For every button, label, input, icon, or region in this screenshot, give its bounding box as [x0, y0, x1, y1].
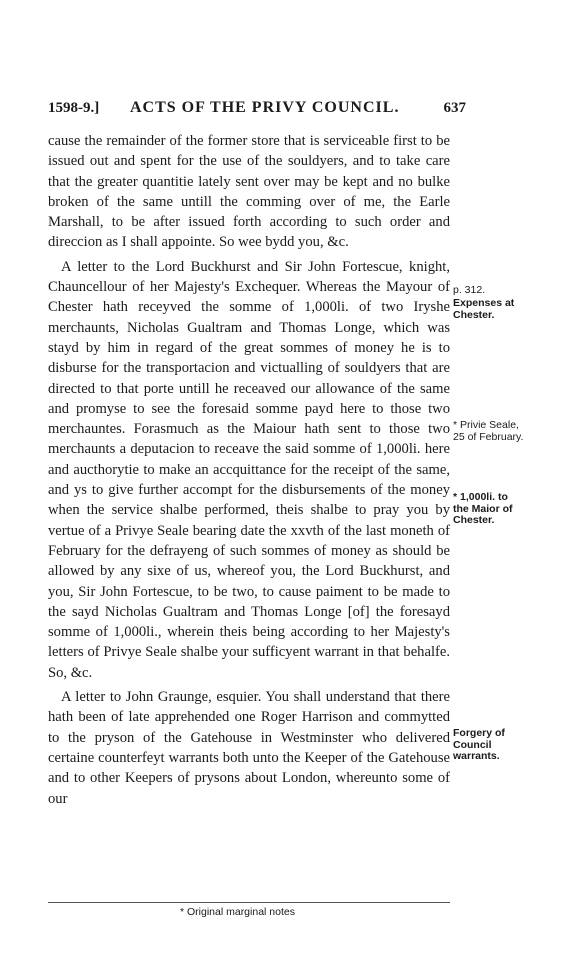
paragraph-continuation: cause the remainder of the former store that is serviceable first to be issued out and spent for the use of the souldyers, and to take care that the greater quantitie lately sent over may be kept and no bulke broken of the same untill the comming over of me, the Earle Marshall, to be after issued forth according to such order and direccion as I shall appointe. So wee bydd you, &c. [48, 133, 450, 251]
paragraph-letter-graunge: A letter to John Graunge, esquier. You shall understand that there hath been of late apprehended one Roger Harrison and commytted to the pryson of the Gatehouse in Westminster who delivered certaine counterfeyt warrants both unto the Keeper of the Gatehouse and to other Keepers of prysons about London, whereunto some of our [48, 689, 450, 807]
marginal-expenses-chester: Expenses at Chester. [453, 297, 515, 321]
footnote: * Original marginal notes [180, 906, 295, 918]
paragraph-letter-buckhurst: A letter to the Lord Buckhurst and Sir John Fortescue, knight, Chauncellour of her Majesty's Exchequer. Whereas the Mayour of Chester hath receyved the somme of 1,000li. of two Iryshe merchaunts, Nicholas Gualtram and Thomas Longe, which was stayd by him in regard of the great sommes of money he is to disburse for the transportacion and victualling of souldyers that are directed to that porte untill he receaved our allowance of the same and promyse to see the foresaid somme payd here to those two merchauntes. Forasmuch as the Maiour hath sent to those two merchaunts a deputacion to receave the said somme of 1,000li. here and aucthorytie to make an accquittance for the receipt of the same, and ys to give further accompt for the disbursements of the money when the service shalbe performed, theis shalbe to pray you by vertue of a Privye Seale bearing date the xxvth of the last moneth of February for the defrayeng of such sommes of money as should be allowed by any sixe of us, whereof you, the Lord Buckhurst, and you, Sir John Fortescue, to be two, to cause paiment to be made to the sayd Nicholas Gualtram and Thomas Longe [of] the foresayd somme of 1,000li., wherein theis being according to her Majesty's letters of Privye Seale shalbe your sufficyent warrant in that behalfe. So, &c. [48, 258, 450, 681]
marginal-forgery: Forgery of Council warrants. [453, 727, 505, 762]
header-year: 1598-9.] [48, 100, 100, 116]
marginal-maior-chester: * 1,000li. to the Maior of Chester. [453, 491, 513, 526]
page-number: 637 [443, 100, 466, 116]
body-text [48, 131, 450, 809]
header-title: ACTS OF THE PRIVY COUNCIL. [130, 99, 400, 116]
footnote-rule [48, 902, 450, 903]
marginal-privie-seale: * Privie Seale, 25 of February. [453, 419, 524, 443]
marginal-page-ref: p. 312. [453, 284, 486, 296]
running-header [48, 98, 466, 120]
